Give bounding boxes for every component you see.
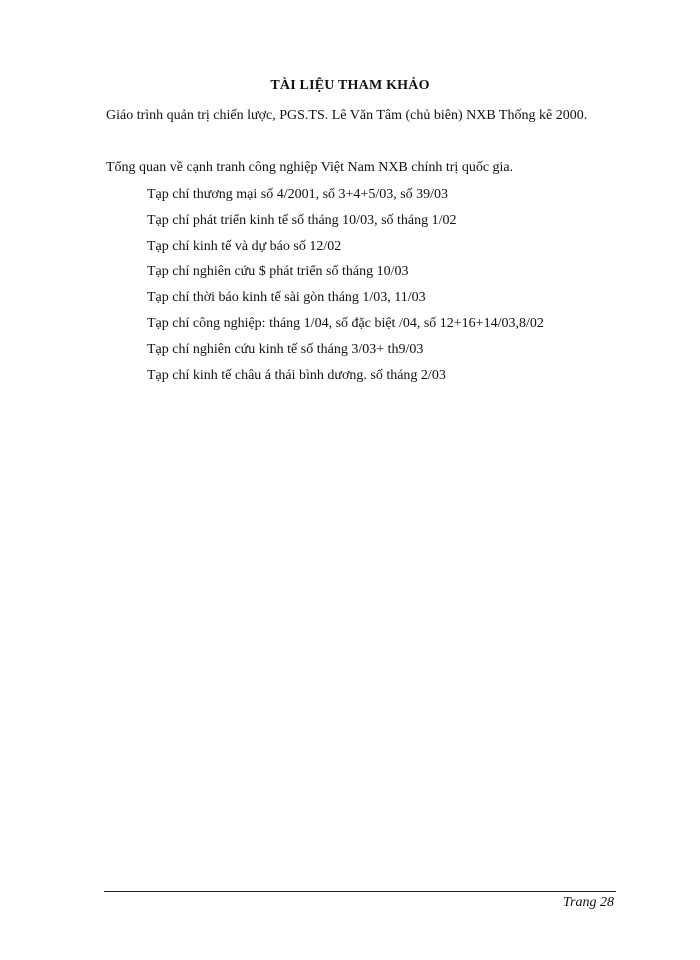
reference-item: Tạp chí thời báo kinh tế sài gòn tháng 1/03, 11/03 — [147, 290, 426, 306]
reference-paragraph-1: Giáo trình quản trị chiến lược, PGS.TS. Lê Văn Tâm (chủ biên) NXB Thống kê 2000. — [106, 108, 588, 123]
reference-item: Tạp chí nghiên cứu $ phát triển số tháng 10/03 — [147, 264, 409, 280]
page-title: TÀI LIỆU THAM KHẢO — [270, 78, 430, 93]
reference-paragraph-2: Tổng quan về cạnh tranh công nghiệp Việt Nam NXB chính trị quốc gia. — [106, 160, 514, 175]
reference-item: Tạp chí kinh tế và dự báo số 12/02 — [147, 238, 342, 254]
page-number: Trang 28 — [563, 895, 614, 910]
reference-item: Tạp chí kinh tế châu á thái bình dương. số tháng 2/03 — [147, 367, 446, 383]
reference-list — [147, 182, 544, 388]
reference-item: Tạp chí phát triển kinh tế số tháng 10/03, số tháng 1/02 — [147, 212, 457, 228]
reference-item: Tạp chí nghiên cứu kinh tế số tháng 3/03+ th9/03 — [147, 341, 424, 357]
footer-divider — [104, 891, 616, 892]
reference-item: Tạp chí thương mại số 4/2001, số 3+4+5/03, số 39/03 — [147, 187, 449, 202]
reference-item: Tạp chí công nghiệp: tháng 1/04, số đặc biệt /04, số 12+16+14/03,8/02 — [147, 315, 544, 331]
